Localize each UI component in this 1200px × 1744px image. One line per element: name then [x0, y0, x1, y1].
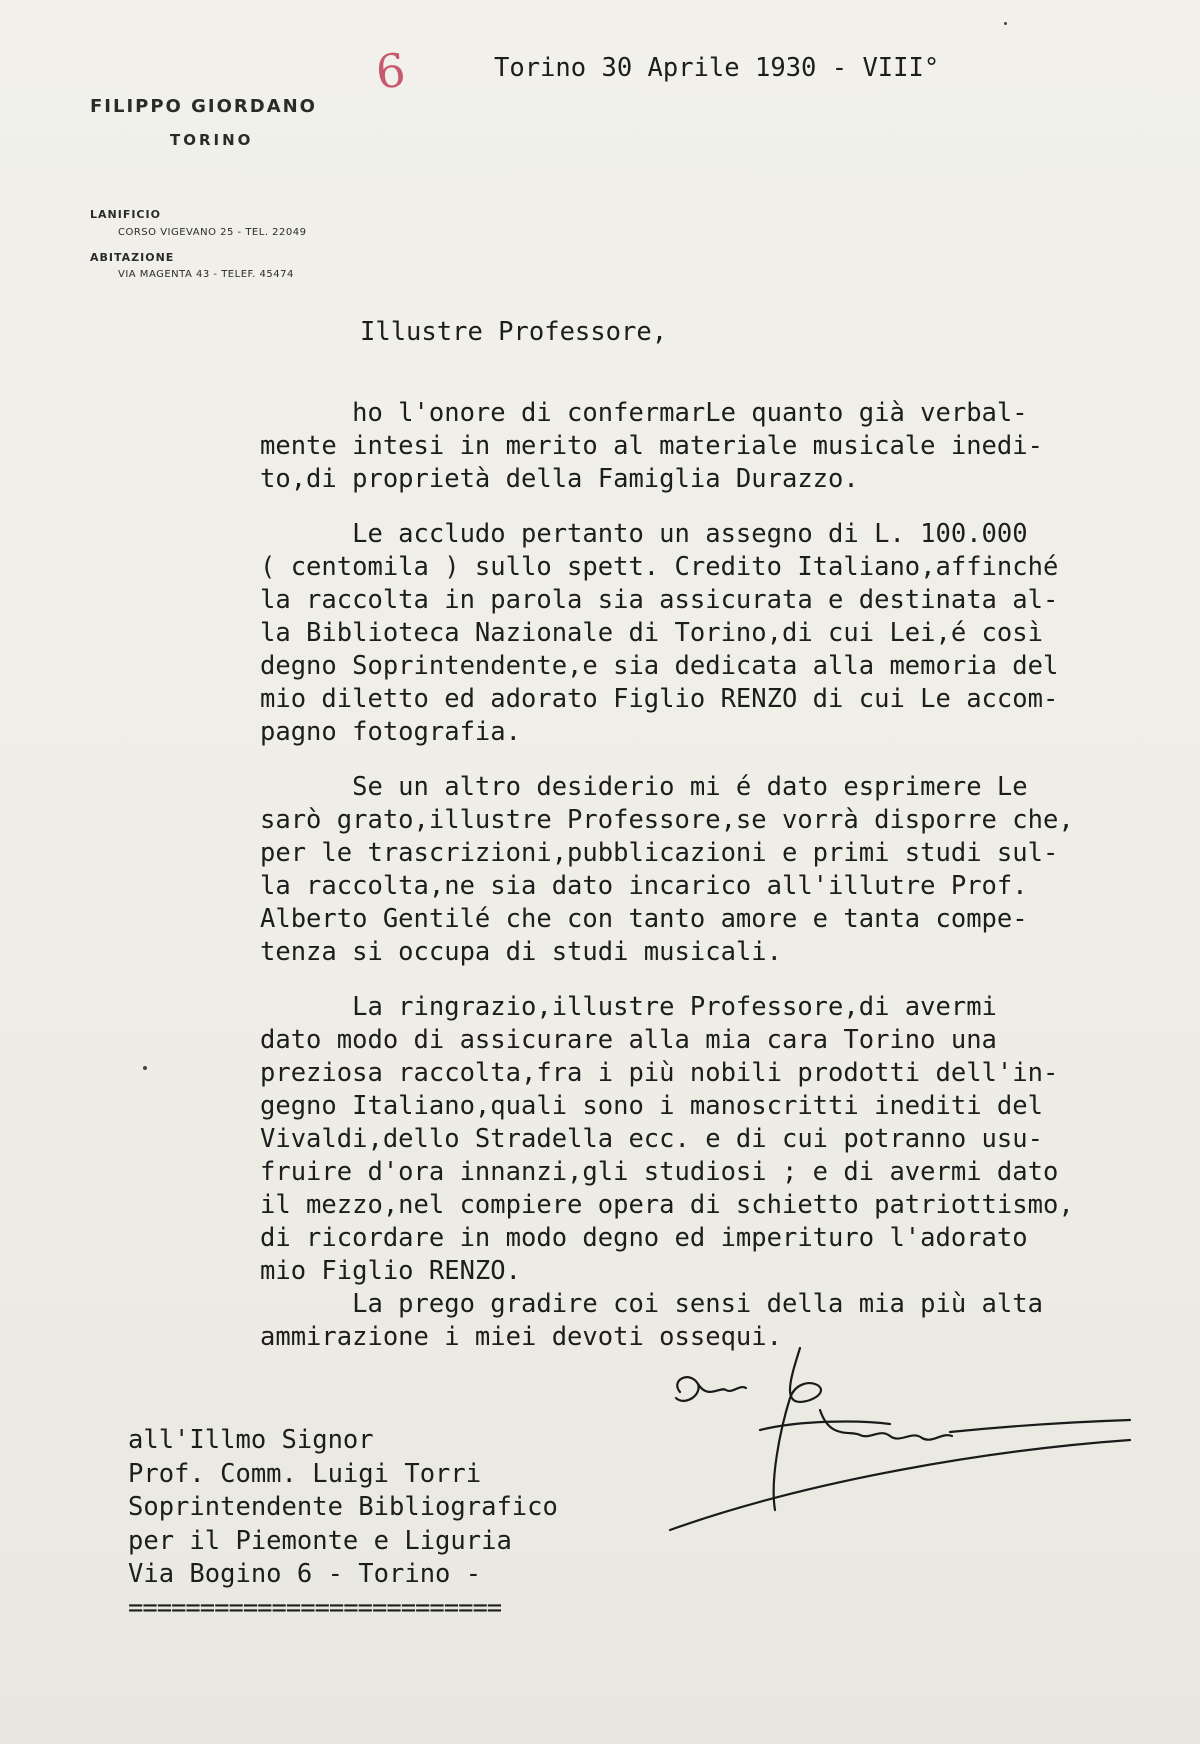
paper-speck — [143, 1066, 147, 1070]
recipient-line: all'Illmo Signor — [128, 1425, 374, 1455]
letter-body — [260, 397, 1074, 1354]
recipient-line: per il Piemonte e Liguria — [128, 1525, 512, 1556]
body-line: pagno fotografia. — [260, 717, 521, 747]
salutation: Illustre Professore, — [360, 317, 668, 347]
body-line: dato modo di assicurare alla mia cara Torino una — [260, 1025, 997, 1055]
body-line: mente intesi in merito al materiale musicale inedi- — [260, 431, 1043, 461]
letterhead-address-lanificio: CORSO VIGEVANO 25 - TEL. 22049 — [118, 227, 307, 238]
letterhead-name: FILIPPO GIORDANO — [90, 96, 317, 117]
paragraph-gap — [260, 749, 1074, 771]
body-line: Alberto Gentilé che con tanto amore e tanta compe- — [260, 904, 1028, 934]
body-line: la Biblioteca Nazionale di Torino,di cui Lei,é così — [260, 618, 1043, 648]
recipient-line: Via Bogino 6 - Torino - — [128, 1559, 482, 1589]
body-line: il mezzo,nel compiere opera di schietto patriottismo, — [260, 1190, 1074, 1220]
date-line: Torino 30 Aprile 1930 - VIII° — [494, 53, 940, 83]
body-line: ( centomila ) sullo spett. Credito Italiano,affinché — [260, 552, 1059, 582]
body-line: Le accludo pertanto un assegno di L. 100.000 — [260, 519, 1028, 549]
body-line: fruire d'ora innanzi,gli studiosi ; e di avermi dato — [260, 1157, 1059, 1187]
letterhead-section-abitazione: ABITAZIONE — [90, 251, 175, 264]
body-line: La ringrazio,illustre Professore,di avermi — [260, 992, 997, 1022]
body-line: ammirazione i miei devoti ossequi. — [260, 1322, 782, 1352]
paragraph-gap — [260, 969, 1074, 991]
body-line: mio diletto ed adorato Figlio RENZO di cui Le accom- — [260, 684, 1059, 714]
body-line: to,di proprietà della Famiglia Durazzo. — [260, 464, 859, 494]
body-line: Vivaldi,dello Stradella ecc. e di cui potranno usu- — [260, 1124, 1043, 1154]
body-line: sarò grato,illustre Professore,se vorrà disporre che, — [260, 805, 1074, 835]
body-line: gegno Italiano,quali sono i manoscritti inediti del — [260, 1091, 1043, 1121]
body-line: di ricordare in modo degno ed imperituro l'adorato — [260, 1223, 1028, 1253]
body-line: la raccolta in parola sia assicurata e destinata al- — [260, 585, 1059, 615]
body-line: la raccolta,ne sia dato incarico all'illutre Prof. — [260, 871, 1028, 901]
paper-speck — [1004, 22, 1007, 25]
recipient-line: Soprintendente Bibliografico — [128, 1492, 558, 1522]
body-line: mio Figlio RENZO. — [260, 1256, 521, 1286]
body-line: Se un altro desiderio mi é dato esprimere Le — [260, 772, 1028, 802]
signature — [650, 1340, 1170, 1540]
underline-rule: ========================== — [128, 1593, 502, 1623]
letterhead-section-lanificio: LANIFICIO — [90, 208, 161, 221]
letterhead-city: TORINO — [170, 131, 254, 149]
body-line: La prego gradire coi sensi della mia più alta — [260, 1289, 1043, 1319]
recipient-address — [128, 1424, 558, 1592]
body-line: tenza si occupa di studi musicali. — [260, 937, 782, 967]
letterhead-address-abitazione: VIA MAGENTA 43 - TELEF. 45474 — [118, 269, 294, 280]
body-line: per le trascrizioni,pubblicazioni e primi studi sul- — [260, 838, 1059, 868]
body-line: preziosa raccolta,fra i più nobili prodotti dell'in- — [260, 1058, 1059, 1088]
body-line: ho l'onore di confermarLe quanto già verbal- — [260, 398, 1028, 428]
recipient-line: Prof. Comm. Luigi Torri — [128, 1458, 482, 1489]
paragraph-gap — [260, 496, 1074, 518]
body-line: degno Soprintendente,e sia dedicata alla memoria del — [260, 651, 1059, 681]
pencil-annotation: 6 — [373, 42, 409, 100]
